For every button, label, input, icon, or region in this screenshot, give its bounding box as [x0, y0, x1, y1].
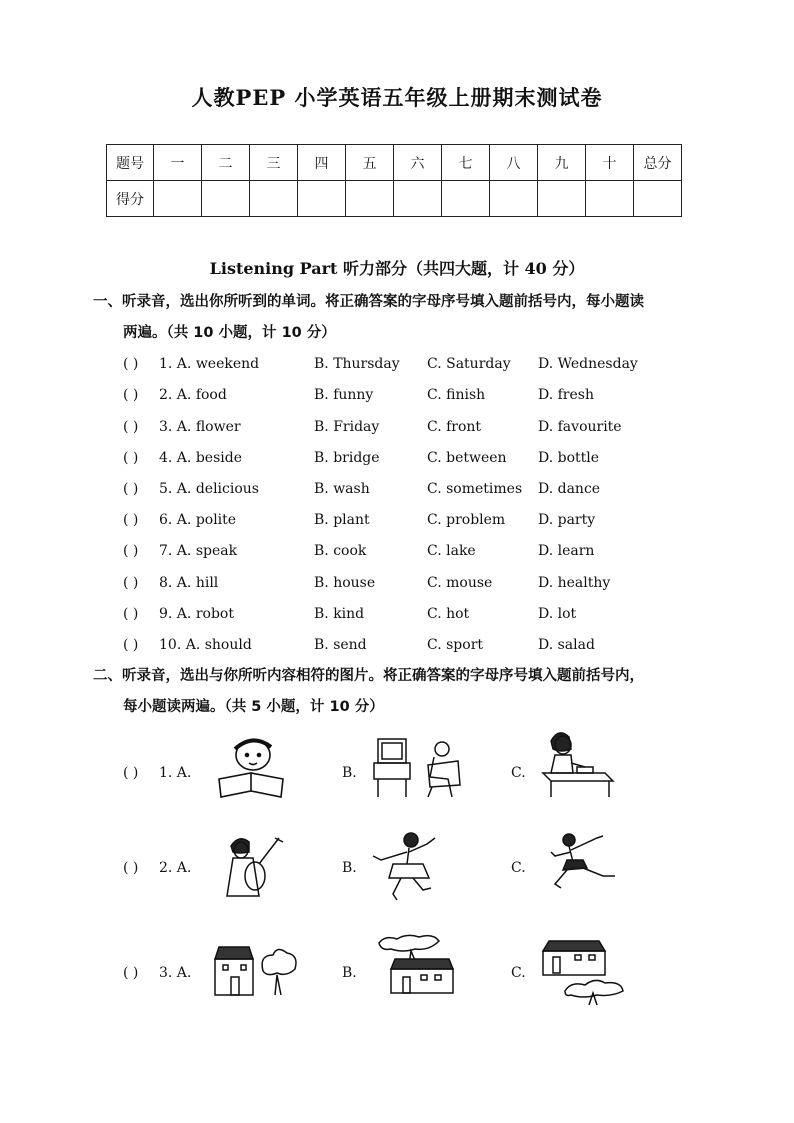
person-watching-tv-icon: [370, 735, 466, 801]
score-input-cell[interactable]: [490, 181, 538, 217]
answer-bracket[interactable]: ( ): [123, 387, 139, 403]
option-a: 5. A. delicious: [159, 481, 259, 497]
answer-bracket[interactable]: ( ): [123, 860, 139, 876]
option-c: C. sometimes: [427, 481, 523, 497]
answer-bracket[interactable]: ( ): [123, 419, 139, 435]
score-header-cell: 八: [490, 145, 538, 181]
score-header-cell: 二: [202, 145, 250, 181]
option-c: C. problem: [427, 512, 506, 528]
score-header-cell: 总分: [634, 145, 682, 181]
option-c: C. finish: [427, 387, 486, 403]
option-a-label: 2. A.: [159, 860, 192, 876]
girl-dancing-icon: [371, 830, 441, 904]
score-input-cell[interactable]: [154, 181, 202, 217]
score-input-cell[interactable]: [586, 181, 634, 217]
option-c: C. sport: [427, 637, 484, 653]
option-a: 7. A. speak: [159, 543, 238, 559]
score-header-cell: 三: [250, 145, 298, 181]
option-b: B. Friday: [314, 419, 380, 435]
girl-at-desk-icon: [541, 727, 619, 801]
option-d: D. learn: [538, 543, 595, 559]
option-d: D. favourite: [538, 419, 622, 435]
answer-bracket[interactable]: ( ): [123, 481, 139, 497]
option-a: 10. A. should: [159, 637, 252, 653]
picture-question-row: [123, 935, 683, 1015]
score-input-cell[interactable]: [202, 181, 250, 217]
option-c: C. between: [427, 450, 507, 466]
score-header-cell: 六: [394, 145, 442, 181]
section-2-line1: 二、听录音，选出与你所听内容相符的图片。将正确答案的字母序号填入题前括号内，: [93, 668, 644, 684]
option-d: D. bottle: [538, 450, 600, 466]
option-a: 3. A. flower: [159, 419, 241, 435]
option-a: 1. A. weekend: [159, 356, 260, 372]
option-b: B. house: [314, 575, 376, 591]
person-doing-kungfu-icon: [547, 830, 619, 892]
option-a-label: 1. A.: [159, 765, 192, 781]
picture-question-row: [123, 830, 683, 910]
answer-bracket[interactable]: ( ): [123, 765, 139, 781]
answer-bracket[interactable]: ( ): [123, 575, 139, 591]
score-header-cell: 七: [442, 145, 490, 181]
option-b: B. send: [314, 637, 367, 653]
option-c: C. hot: [427, 606, 470, 622]
option-d: D. party: [538, 512, 596, 528]
answer-bracket[interactable]: ( ): [123, 606, 139, 622]
option-a: 6. A. polite: [159, 512, 237, 528]
option-a: 2. A. food: [159, 387, 227, 403]
score-input-cell[interactable]: [250, 181, 298, 217]
score-header-cell: 一: [154, 145, 202, 181]
house-with-tree-icon: [211, 943, 301, 999]
answer-bracket[interactable]: ( ): [123, 512, 139, 528]
option-b: B. Thursday: [314, 356, 400, 372]
answer-bracket[interactable]: ( ): [123, 356, 139, 372]
option-d: D. salad: [538, 637, 595, 653]
option-d: D. lot: [538, 606, 577, 622]
option-c-label: C.: [511, 965, 526, 981]
section-2-instructions: [93, 661, 713, 723]
option-b: B. wash: [314, 481, 370, 497]
house-with-tree-in-front-icon: [539, 939, 629, 1007]
score-table-header-row: [107, 145, 682, 181]
score-header-cell: 五: [346, 145, 394, 181]
tree-behind-house-icon: [373, 933, 463, 997]
option-b: B. bridge: [314, 450, 380, 466]
option-c-label: C.: [511, 860, 526, 876]
option-c: C. lake: [427, 543, 476, 559]
boy-reading-book-icon: [215, 735, 287, 799]
option-d: D. Wednesday: [538, 356, 638, 372]
score-header-cell: 九: [538, 145, 586, 181]
section-1-line1: 一、听录音，选出你所听到的单词。将正确答案的字母序号填入题前括号内，每小题读: [93, 294, 644, 310]
option-c: C. mouse: [427, 575, 493, 591]
option-b: B. cook: [314, 543, 367, 559]
option-d: D. healthy: [538, 575, 611, 591]
answer-bracket[interactable]: ( ): [123, 637, 139, 653]
option-c-label: C.: [511, 765, 526, 781]
option-b-label: B.: [342, 965, 357, 981]
option-b: B. kind: [314, 606, 365, 622]
option-b: B. funny: [314, 387, 374, 403]
score-input-cell[interactable]: [394, 181, 442, 217]
section-2-line2: 每小题读两遍。（共 5 小题，计 10 分）: [123, 699, 384, 715]
score-header-cell: 题号: [107, 145, 154, 181]
section-1-line2: 两遍。（共 10 小题，计 10 分）: [123, 325, 336, 341]
picture-question-row: [123, 735, 683, 815]
score-table: [106, 144, 682, 217]
page-title: 人教PEP 小学英语五年级上册期末测试卷: [191, 85, 603, 110]
section-1-instructions: [93, 287, 713, 349]
score-input-cell[interactable]: [298, 181, 346, 217]
option-a: 8. A. hill: [159, 575, 219, 591]
score-input-cell[interactable]: [538, 181, 586, 217]
score-header-cell: 十: [586, 145, 634, 181]
answer-bracket[interactable]: ( ): [123, 450, 139, 466]
score-table-score-row: [107, 181, 682, 217]
score-row-label: 得分: [107, 181, 154, 217]
answer-bracket[interactable]: ( ): [123, 543, 139, 559]
answer-bracket[interactable]: ( ): [123, 965, 139, 981]
score-header-cell: 四: [298, 145, 346, 181]
option-b: B. plant: [314, 512, 370, 528]
option-a-label: 3. A.: [159, 965, 192, 981]
option-b-label: B.: [342, 765, 357, 781]
option-c: C. front: [427, 419, 482, 435]
score-input-cell[interactable]: [346, 181, 394, 217]
option-b-label: B.: [342, 860, 357, 876]
option-d: D. dance: [538, 481, 601, 497]
score-input-cell[interactable]: [634, 181, 682, 217]
option-a: 9. A. robot: [159, 606, 234, 622]
girl-playing-pipa-icon: [223, 834, 285, 904]
listening-part-heading: Listening Part 听力部分（共四大题，计 40 分）: [209, 259, 585, 278]
option-c: C. Saturday: [427, 356, 511, 372]
score-input-cell[interactable]: [442, 181, 490, 217]
option-a: 4. A. beside: [159, 450, 242, 466]
option-d: D. fresh: [538, 387, 594, 403]
